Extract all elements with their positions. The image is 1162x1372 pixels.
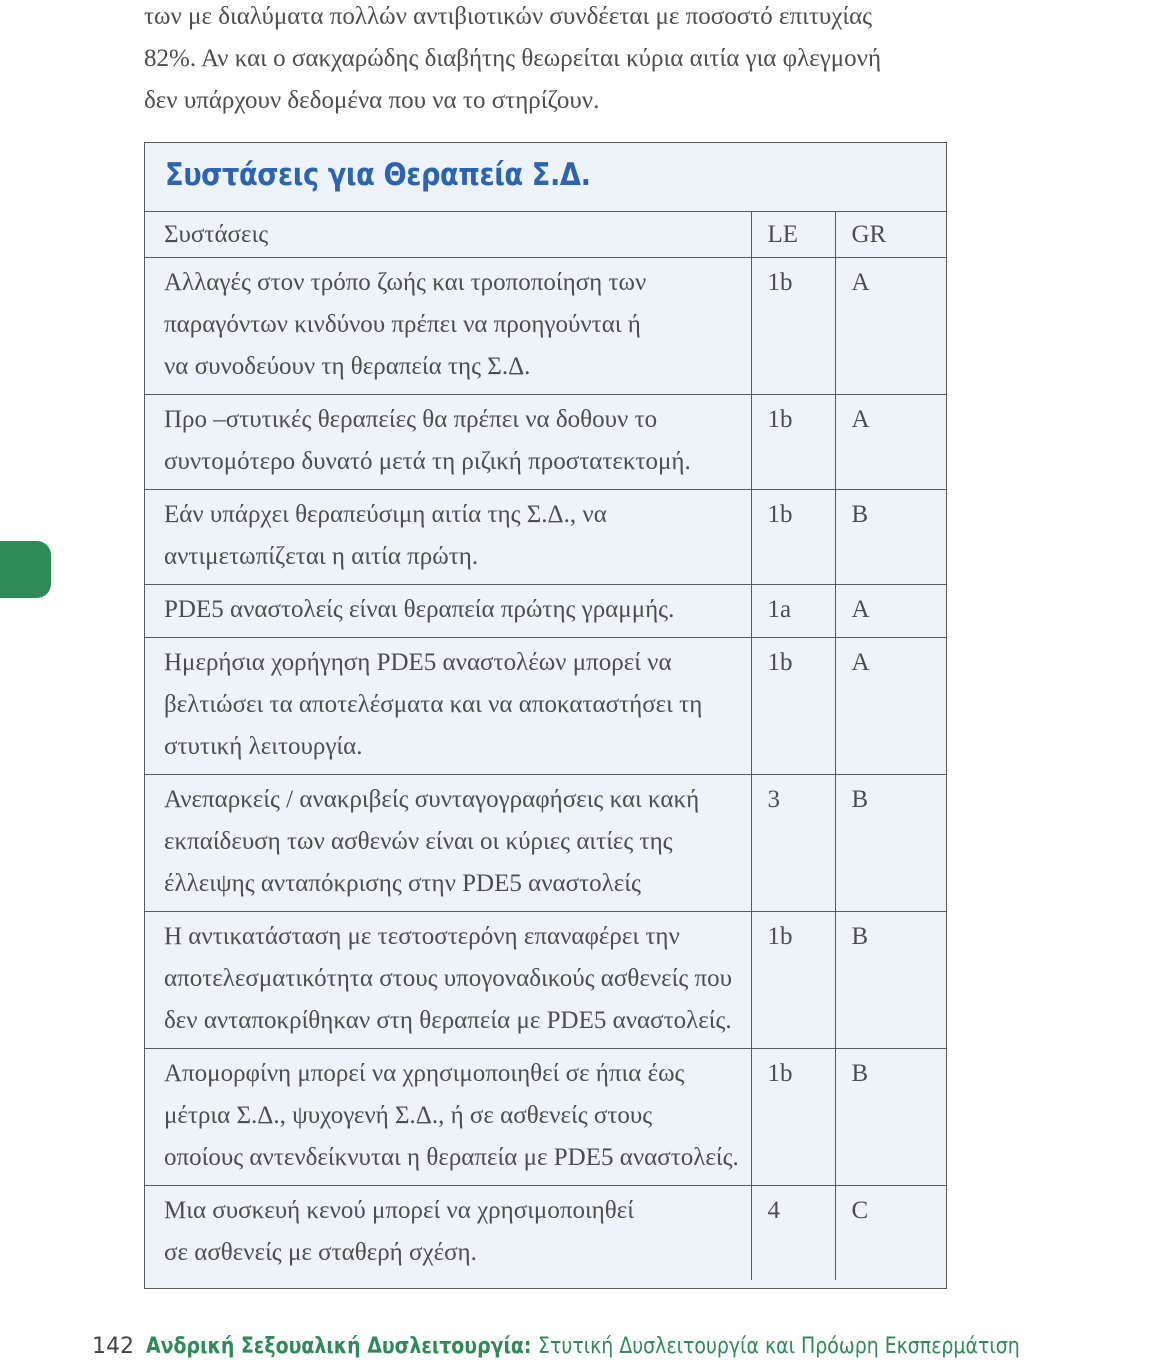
- recommendation-line: Ημερήσια χορήγηση PDE5 αναστολέων μπορεί να: [164, 649, 672, 676]
- intro-line: δεν υπάρχουν δεδομένα που να το στηρίζουν.: [144, 87, 600, 114]
- recommendation-line: Προ –στυτικές θεραπείες θα πρέπει να δοθουν το: [164, 406, 658, 433]
- grade-of-recommendation: B: [835, 1049, 946, 1186]
- recommendation-line: συντομότερο δυνατό μετά τη ριζική προστατεκτομή.: [164, 448, 691, 475]
- footer-title-main: Ανδρική Σεξουαλική Δυσλειτουργία:: [146, 1334, 532, 1359]
- footer-subtitle: Στυτική Δυσλειτουργία και Πρόωρη Εκσπερμάτιση: [538, 1334, 1020, 1359]
- recommendation-line: οποίους αντενδείκνυται η θεραπεία με PDE5 αναστολείς.: [164, 1144, 739, 1171]
- recommendation-line: στυτική λειτουργία.: [164, 733, 363, 760]
- grade-of-recommendation: A: [835, 395, 946, 490]
- table-row: [145, 395, 946, 490]
- grade-of-recommendation: C: [851, 1197, 869, 1224]
- recommendation-line: σε ασθενείς με σταθερή σχέση.: [164, 1239, 477, 1266]
- grade-of-recommendation: B: [835, 775, 946, 912]
- recommendation-line: έλλειψης ανταπόκρισης στην PDE5 αναστολείς: [164, 870, 641, 897]
- header-gr: GR: [835, 212, 946, 258]
- grade-of-recommendation: A: [835, 585, 946, 638]
- recommendation-text: [145, 912, 751, 1049]
- recommendation-text: [145, 775, 751, 912]
- grade-of-recommendation: A: [835, 258, 946, 395]
- intro-line: 82%. Αν και ο σακχαρώδης διαβήτης θεωρείται κύρια αιτία για φλεγμονή: [144, 45, 882, 72]
- recommendation-text: [145, 1049, 751, 1186]
- recommendation-line: αποτελεσματικότητα στους υπογοναδικούς ασθενείς που: [164, 965, 733, 992]
- header-le: LE: [751, 212, 835, 258]
- table-header-row: [145, 212, 946, 258]
- recommendation-line: παραγόντων κινδύνου πρέπει να προηγούνται ή: [164, 311, 641, 338]
- grade-of-recommendation: B: [835, 490, 946, 585]
- intro-paragraph: [144, 0, 954, 122]
- grade-of-recommendation: A: [835, 638, 946, 775]
- recommendation-line: να συνοδεύουν τη θεραπεία της Σ.Δ.: [164, 353, 531, 380]
- chapter-tab-marker: [0, 541, 51, 598]
- page-footer: [92, 1333, 1020, 1369]
- level-of-evidence: 1b: [751, 638, 835, 775]
- recommendation-line: μέτρια Σ.Δ., ψυχογενή Σ.Δ., ή σε ασθενείς στους: [164, 1102, 653, 1129]
- level-of-evidence: 3: [751, 775, 835, 912]
- table-row: [145, 638, 946, 775]
- footer-title: [146, 1334, 1020, 1359]
- recommendation-line: PDE5 αναστολείς είναι θεραπεία πρώτης γραμμής.: [164, 596, 675, 623]
- level-of-evidence: 1b: [751, 1049, 835, 1186]
- recommendation-text: [145, 258, 751, 395]
- recommendation-line: Μια συσκευή κενού μπορεί να χρησιμοποιηθεί: [164, 1197, 634, 1224]
- table-row: [145, 585, 946, 638]
- table-row: [145, 258, 946, 395]
- box-title: Συστάσεις για Θεραπεία Σ.Δ.: [145, 143, 946, 212]
- page-number: 142: [92, 1334, 134, 1359]
- intro-line: των με διαλύματα πολλών αντιβιοτικών συνδέεται με ποσοστό επιτυχίας: [144, 3, 873, 30]
- recommendations-table: [145, 212, 946, 1280]
- recommendation-line: Αλλαγές στον τρόπο ζωής και τροποποίηση των: [164, 269, 647, 296]
- recommendation-line: αντιμετωπίζεται η αιτία πρώτη.: [164, 543, 479, 570]
- recommendation-text: [145, 490, 751, 585]
- recommendation-text: [145, 638, 751, 775]
- table-row: [145, 775, 946, 912]
- level-of-evidence: 1b: [751, 912, 835, 1049]
- recommendation-text: [145, 585, 751, 638]
- level-of-evidence: 1b: [751, 395, 835, 490]
- recommendation-text: [145, 395, 751, 490]
- table-row: [145, 490, 946, 585]
- recommendation-line: βελτιώσει τα αποτελέσματα και να αποκαταστήσει τη: [164, 691, 703, 718]
- level-of-evidence: 1b: [751, 490, 835, 585]
- table-row: [145, 1186, 946, 1281]
- level-of-evidence: 1a: [751, 585, 835, 638]
- level-of-evidence: 4: [751, 1186, 835, 1281]
- grade-of-recommendation: B: [835, 912, 946, 1049]
- table-row: [145, 1049, 946, 1186]
- recommendation-line: Εάν υπάρχει θεραπεύσιμη αιτία της Σ.Δ., να: [164, 501, 607, 528]
- recommendation-line: δεν ανταποκρίθηκαν στη θεραπεία με PDE5 αναστολείς.: [164, 1007, 732, 1034]
- level-of-evidence: 1b: [751, 258, 835, 395]
- recommendation-line: Ανεπαρκείς / ανακριβείς συνταγογραφήσεις και κακή: [164, 786, 700, 813]
- recommendation-line: εκπαίδευση των ασθενών είναι οι κύριες αιτίες της: [164, 828, 673, 855]
- recommendation-line: Απομορφίνη μπορεί να χρησιμοποιηθεί σε ήπια έως: [164, 1060, 685, 1087]
- recommendation-text: [145, 1186, 751, 1281]
- header-recommendations: Συστάσεις: [145, 212, 751, 258]
- table-row: [145, 912, 946, 1049]
- recommendation-line: Η αντικατάσταση με τεστοστερόνη επαναφέρει την: [164, 923, 680, 950]
- recommendations-box: [144, 142, 947, 1289]
